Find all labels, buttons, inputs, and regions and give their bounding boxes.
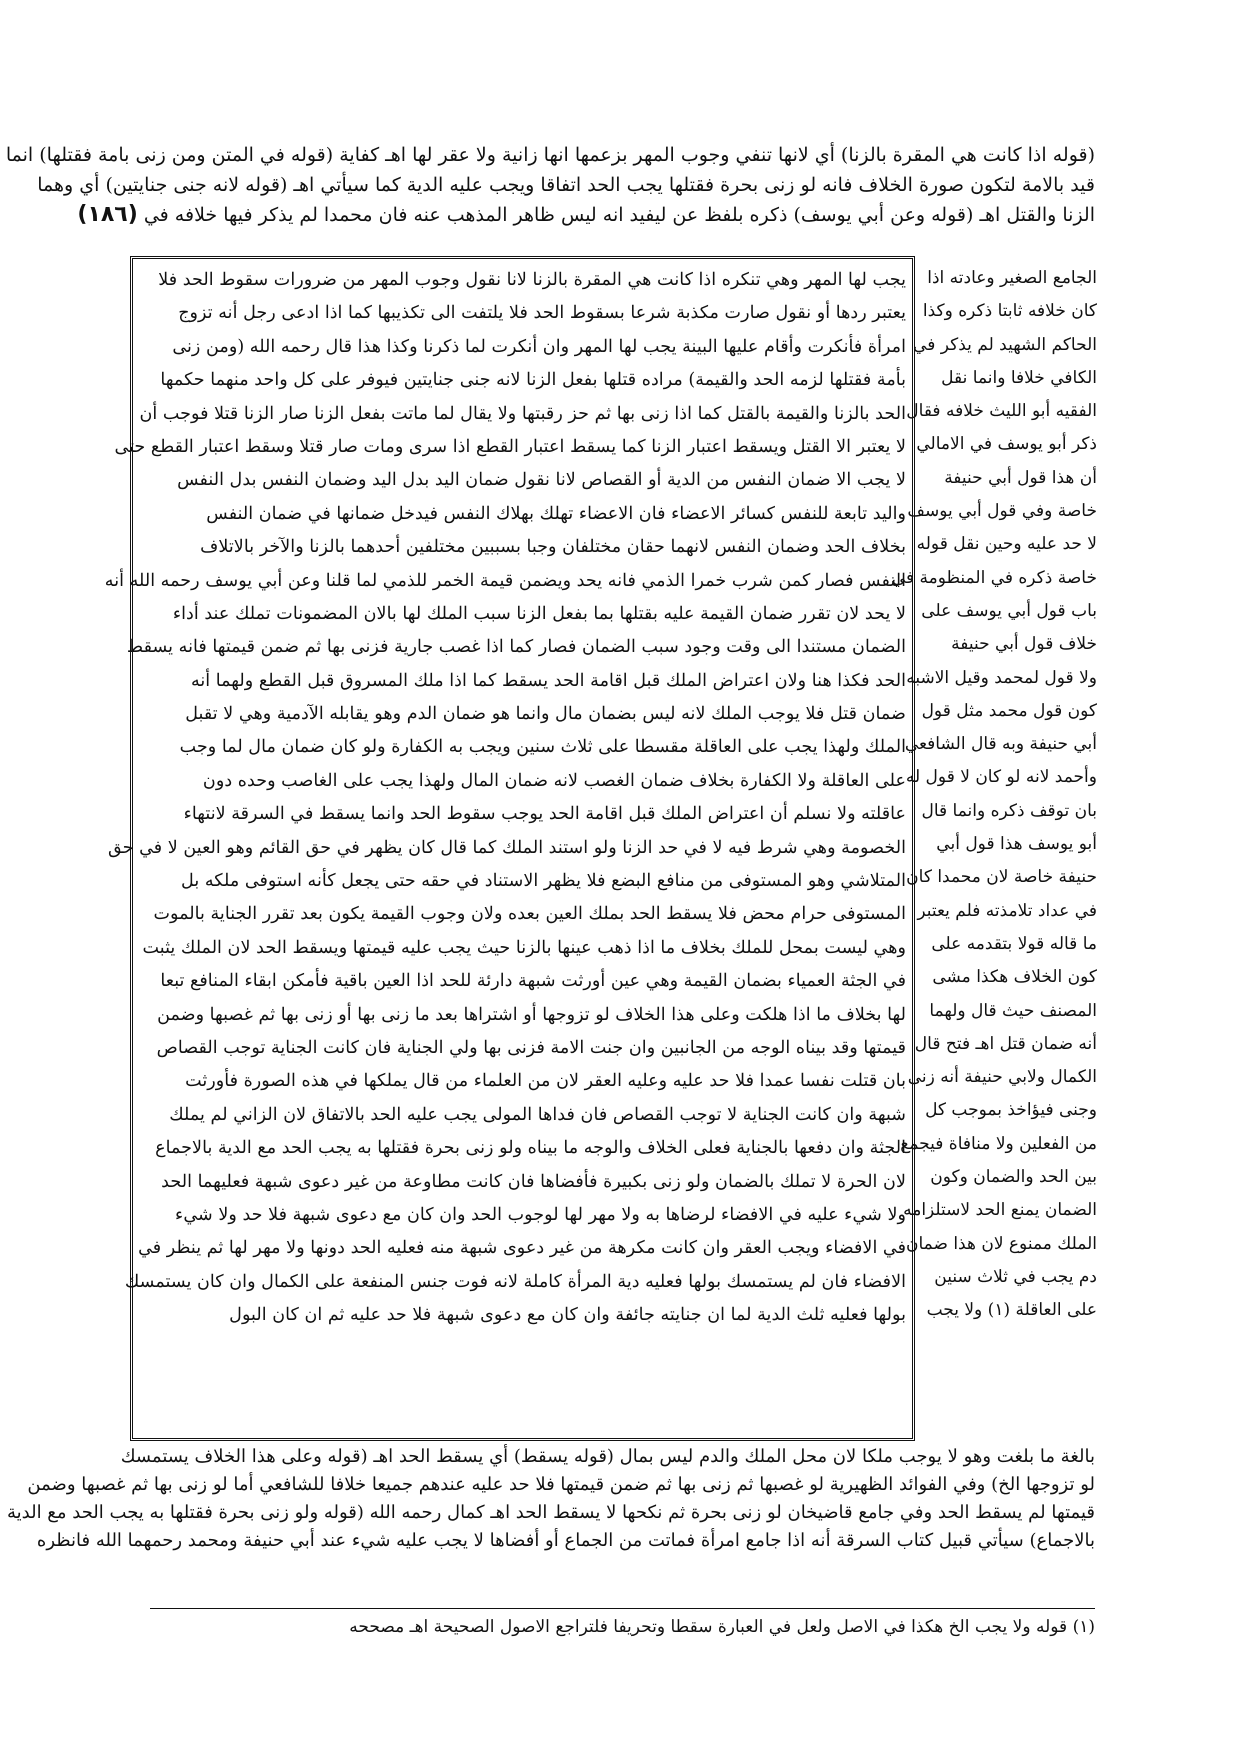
side-note-line: ما قاله قولا بتقدمه على [931, 933, 1097, 954]
side-note-line: كون الخلاف هكذا مشى [932, 967, 1097, 988]
main-text-line: الحد فكذا هنا ولان اعتراض الملك قبل اقامة الحد يسقط كما اذا ملك المسروق قبل القطع ولهما أنه [190, 670, 906, 691]
main-text-line: امرأة فأنكرت وأقام عليها البينة يجب لها المهر وان أنكرت لما ذكرنا وكذا هذا قال رحمه الله (ومن زنى [172, 336, 906, 357]
side-note-line: على العاقلة (١) ولا يجب [926, 1300, 1097, 1321]
main-text-line: وهي ليست بمحل للملك بخلاف ما اذا ذهب عينها بالزنا حيث يجب عليه قيمتها ويسقط الحد لان الملك يثبت [142, 937, 906, 958]
main-text-line: شبهة وان كانت الجناية لا توجب القصاص فان فداها المولى يجب عليه الحد بالاتفاق لان الزاني لم يملك [169, 1104, 906, 1125]
side-note-line: أن هذا قول أبي حنيفة [944, 467, 1097, 488]
bottom-note-line: قيمتها لم يسقط الحد وفي جامع قاضيخان لو زنى بحرة ثم نكحها لا يسقط الحد اهـ كمال رحمه الله (قوله ولو زنى بحرة فقتلها به يجب الحد مع الدية [6, 1502, 1095, 1523]
side-note-line: الضمان يمنع الحد لاستلزامه [903, 1200, 1097, 1221]
footnote-divider [150, 1608, 1095, 1609]
main-text-line: يعتبر ردها أو نقول صارت مكذبة شرعا بسقوط الحد فلا يلتفت الى تكذيبها كما اذا ادعى رجل أنه تزوج [178, 303, 906, 324]
main-text-line: واليد تابعة للنفس كسائر الاعضاء فان الاعضاء تهلك بهلاك النفس فيدخل ضمانها في ضمان النفس [206, 503, 906, 524]
side-note-line: باب قول أبي يوسف على [921, 600, 1097, 621]
bottom-commentary [6, 1443, 1095, 1555]
main-text-line: الحد بالزنا والقيمة بالقتل كما اذا زنى بها ثم حز رقبتها ولا يقال لما ماتت بفعل الزنا صار الزنا قتلا فوجب أن [139, 403, 906, 424]
main-text-line [140, 1366, 906, 1399]
bottom-note-line: لو تزوجها الخ) وفي الفوائد الظهيرية لو غصبها ثم زنى بها ثم ضمن قيمتها فلا حد عليه عندهم جميعا خلافا للشافعي أما لو زنى بها ثم غصبها وضمن [27, 1474, 1095, 1495]
side-note-line: المصنف حيث قال ولهما [929, 1000, 1097, 1021]
side-note-line: وأحمد لانه لو كان لا قول له [905, 767, 1097, 788]
side-note-line: الكافي خلافا وانما نقل [941, 367, 1097, 388]
bottom-note-line: بالغة ما بلغت وهو لا يوجب ملكا لان محل الملك والدم ليس بمال (قوله يسقط) أي يسقط الحد اهـ (قوله وعلى هذا الخلاف يستمسك [120, 1446, 1095, 1467]
side-note-line: دم يجب في ثلاث سنين [934, 1266, 1097, 1287]
main-text-line: في الافضاء ويجب العقر وان كانت مكرهة من غير دعوى شبهة منه فعليه الحد دونها ولا مهر لها ثم ينظر في [138, 1238, 906, 1259]
footnote: (١) قوله ولا يجب الخ هكذا في الاصل ولعل في العبارة سقطا وتحريفا فلتراجع الاصول الصحيحة اهـ مصححه [349, 1617, 1095, 1637]
side-note-line: ذكر أبو يوسف في الامالي [916, 434, 1097, 455]
main-text-line: بخلاف الحد وضمان النفس لانهما حقان مختلفان وجبا بسببين مختلفين أحدهما بالزنا والآخر بالاتلاف [200, 537, 906, 558]
side-note-line: أنه ضمان قتل اهـ فتح قال [914, 1033, 1097, 1054]
main-text-line: بان قتلت نفسا عمدا فلا حد عليه وعليه العقر لان من العلماء من قال يملكها في هذه الصورة فأورثت [185, 1071, 906, 1092]
main-text-line: المتلاشي وهو المستوفى من منافع البضع فلا يظهر الاستناد في حقه حتى يجعل كأنه استوفى ملكه بل [181, 871, 906, 892]
main-text-line: لها بخلاف ما اذا هلكت وعلى هذا الخلاف لو تزوجها أو اشتراها بعد ما زنى بها أو زنى بها ثم غصبها وضمن [157, 1004, 906, 1025]
side-note-line: من الفعلين ولا منافاة فيجمع [900, 1133, 1097, 1154]
main-text-line: المستوفى حرام محض فلا يسقط الحد بملك العين بعده ولان وجوب القيمة يكون بعد تقرر الجناية بالموت [153, 904, 906, 925]
side-note-line: كان خلافه ثابتا ذكره وكذا [922, 301, 1097, 322]
top-note-line-text: الزنا والقتل اهـ (قوله وعن أبي يوسف) ذكره بلفظ عن ليفيد انه ليس ظاهر المذهب عنه فان محمدا لم يذكر فيها خلافه في [143, 204, 1095, 226]
main-text-line: لا يعتبر الا القتل ويسقط اعتبار الزنا كما يسقط اعتبار القطع اذا سرى ومات صار قتلا وسقط اعتبار القطع حتى [114, 436, 906, 457]
side-note-line: أبي حنيفة وبه قال الشافعي [904, 734, 1097, 755]
side-note-line: في عداد تلامذته فلم يعتبر [917, 900, 1097, 921]
side-note-line: الحاكم الشهيد لم يذكر في [913, 334, 1097, 355]
main-text-line: لان الحرة لا تملك بالضمان ولو زنى بكبيرة فأفضاها فان كانت مطاوعة من غير دعوى شبهة فعليهما الحد [161, 1171, 906, 1192]
top-commentary [5, 140, 1095, 230]
main-text-line: الضمان مستندا الى وقت وجود سبب الضمان فصار كما اذا غصب جارية فزنى بها ثم ضمن قيمتها فانه يسقط [126, 637, 906, 658]
main-text-line: بأمة فقتلها لزمه الحد والقيمة) مراده قتلها بفعل الزنا لانه جنى جنايتين فيوفر على كل واحد منهما حكمها [160, 370, 906, 391]
main-text-line: بولها فعليه ثلث الدية لما ان جنايته جائفة وان كان مع دعوى شبهة فلا حد عليه ثم ان كان البول [229, 1305, 906, 1326]
side-note-line: الكمال ولابي حنيفة أنه زنى [907, 1067, 1097, 1088]
side-note-line: الفقيه أبو الليث خلافه فقال [906, 401, 1097, 422]
main-text-line: ضمان قتل فلا يوجب الملك لانه ليس بضمان مال وانما هو ضمان الدم وهو يقابله الآدمية وهي لا تقبل [185, 704, 906, 725]
side-note-line: الجامع الصغير وعادته اذا [927, 268, 1097, 288]
main-text-line: الملك ولهذا يجب على العاقلة مقسطا على ثلاث سنين ويجب به الكفارة ولو كان ضمان مال لما وجب [179, 737, 906, 758]
main-text [104, 264, 906, 1434]
side-note-line: خاصة وفي قول أبي يوسف [907, 501, 1097, 522]
top-note-line: (قوله اذا كانت هي المقرة بالزنا) أي لانها تنفي وجوب المهر بزعمها انها زانية ولا عقر لها اهـ كفاية (قوله في المتن ومن زنى بامة فقتلها) انما [5, 144, 1095, 166]
main-text-line: لا يجب الا ضمان النفس من الدية أو القصاص لانا نقول ضمان اليد بدل اليد وضمان النفس بدل النفس [177, 470, 906, 491]
page-number: (١٨٦) [77, 202, 138, 227]
main-text-line: على العاقلة ولا الكفارة بخلاف ضمان الغصب لانه ضمان المال ولهذا يجب على الغاصب وحده دون [202, 770, 906, 791]
side-note-line: حنيفة خاصة لان محمدا كان [906, 867, 1097, 888]
main-text-line: لا يحد لان تقرر ضمان القيمة عليه بقتلها بما بفعل الزنا سبب الملك لها بالان المضمونات تملك عند أداء [172, 603, 906, 624]
side-note-line: لا حد عليه وحين نقل قوله [916, 534, 1097, 555]
side-margin-commentary [891, 262, 1097, 1442]
main-text-line: الجثة وان دفعها بالجناية فعلى الخلاف والوجه ما بيناه ولو زنى بحرة فقتلها به يجب الحد مع الدية بالاجماع [155, 1138, 906, 1159]
main-text-line: عاقلته ولا نسلم أن اعتراض الملك قبل اقامة الحد يوجب سقوط الحد وانما يسقط في السرقة لانتهاء [183, 804, 906, 825]
main-text-line [140, 1333, 906, 1366]
side-note-line: الملك ممنوع لان هذا ضمان [905, 1233, 1097, 1254]
main-text-line: الافضاء فان لم يستمسك بولها فعليه دية المرأة كاملة لانه فوت جنس المنفعة على الكمال وان كان يستمسك [124, 1271, 906, 1292]
main-text-line: يجب لها المهر وهي تنكره اذا كانت هي المقرة بالزنا لانا نقول وجوب المهر من ضرورات سقوط الحد فلا [158, 270, 906, 290]
side-note-line: بين الحد والضمان وكون [930, 1167, 1097, 1188]
side-note-line: أبو يوسف هذا قول أبي [936, 834, 1097, 855]
bottom-note-line: بالاجماع) سيأتي قبيل كتاب السرقة أنه اذا جامع امرأة فماتت من الجماع أو أفضاها لا يجب عليه شيء عند أبي حنيفة ومحمد رحمهما الله فانظره [36, 1530, 1095, 1551]
top-note-line: قيد بالامة لتكون صورة الخلاف فانه لو زنى بحرة فقتلها يجب الحد اتفاقا ويجب عليه الدية كما سيأتي اهـ (قوله لانه جنى جنايتين) أي وهما [37, 174, 1095, 196]
side-note-line: كون قول محمد مثل قول [921, 700, 1097, 721]
top-note-line-with-page-number [77, 200, 1095, 230]
main-text-line: قيمتها وقد بيناه الوجه من الجانبين وان جنت الامة فزنى بها ولي الجناية فان كانت الجناية توجب القصاص [156, 1037, 906, 1058]
side-note-line: ولا قول لمحمد وقيل الاشبه [906, 667, 1097, 688]
main-text-line: في الجثة العمياء بضمان القيمة وهي عين أورثت شبهة دارئة للحد اذا العين باقية فأمكن ابقاء المنافع تبعا [160, 971, 906, 992]
side-note-line: خلاف قول أبي حنيفة [951, 634, 1097, 655]
side-note-line: بان توقف ذكره وانما قال [921, 800, 1097, 821]
main-text-line: النفس فصار كمن شرب خمرا الذمي فانه يحد ويضمن قيمة الخمر للذمي لما قلنا وعن أبي يوسف رحمه الله أنه [104, 570, 906, 591]
side-note-line: خاصة ذكره في المنظومة في [891, 567, 1097, 588]
side-note-line: وجنى فيؤاخذ بموجب كل [925, 1100, 1097, 1121]
main-text-line: الخصومة وهي شرط فيه لا في حد الزنا ولو استند الملك كما قال كان يظهر في حق القائم وهو العين لا في حق [107, 837, 906, 858]
main-text-line [140, 1399, 906, 1432]
main-text-line: ولا شيء عليه في الافضاء لرضاها به ولا مهر لها لوجوب الحد وان كان مع دعوى شبهة فلا حد ولا شيء [175, 1204, 906, 1225]
